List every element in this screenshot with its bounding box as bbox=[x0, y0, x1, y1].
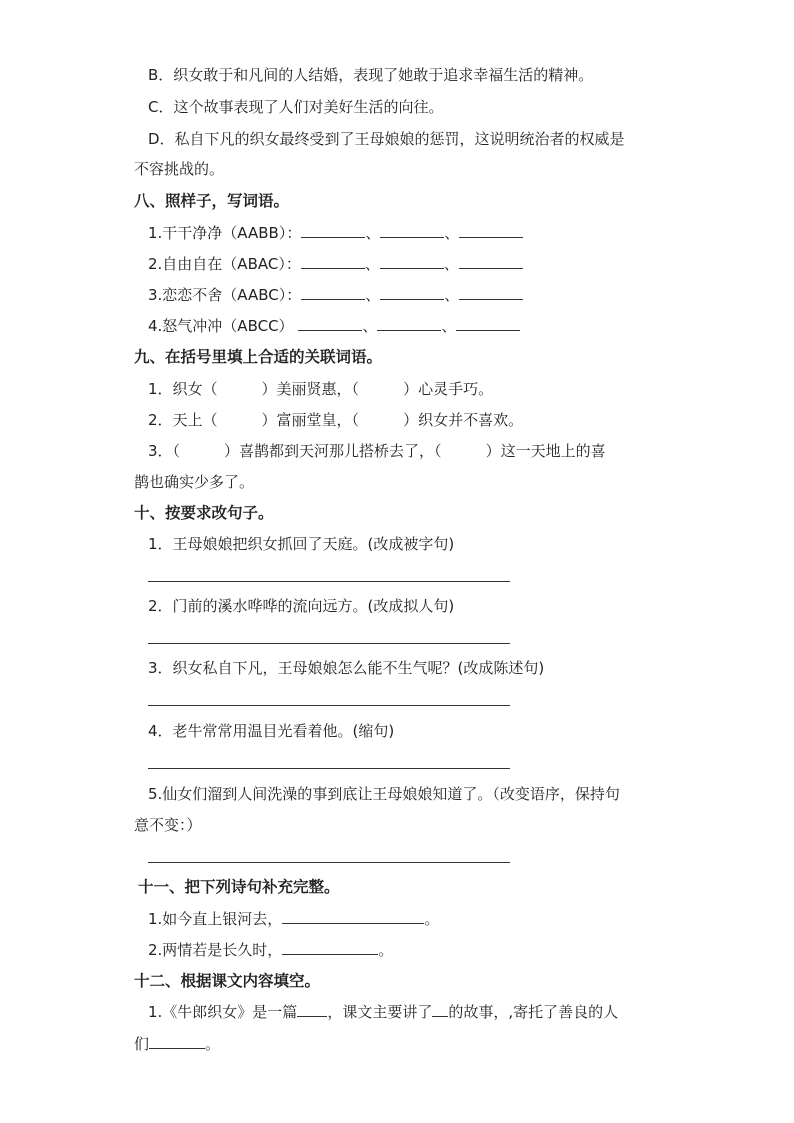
fill-part-d: 们 bbox=[134, 1035, 150, 1053]
answer-blank[interactable] bbox=[282, 909, 424, 924]
conjunction-q3-line2: 鹊也确实少多了。 bbox=[134, 473, 255, 491]
section-9-title: 九、在括号里填上合适的关联词语。 bbox=[134, 348, 383, 366]
option-b: B．织女敢于和凡间的人结婚，表现了她敢于追求幸福生活的精神。 bbox=[148, 66, 594, 84]
q2-part-a: 2．天上（ bbox=[148, 411, 218, 429]
word-item-1-label: 1.干干净净（AABB）： bbox=[148, 224, 302, 242]
answer-blank[interactable] bbox=[380, 223, 444, 238]
separator: 、 bbox=[365, 224, 381, 242]
separator: 、 bbox=[443, 255, 459, 273]
poem-q2-end: 。 bbox=[378, 941, 394, 959]
answer-blank[interactable] bbox=[459, 223, 523, 238]
answer-line[interactable] bbox=[148, 768, 510, 769]
answer-blank[interactable] bbox=[282, 940, 378, 955]
word-item-3 bbox=[148, 284, 523, 306]
poem-q1 bbox=[148, 908, 439, 930]
answer-line[interactable] bbox=[148, 581, 510, 582]
separator: 、 bbox=[444, 286, 460, 304]
poem-q1-end: 。 bbox=[424, 910, 440, 928]
rewrite-q4: 4．老牛常常用温目光看着他。(缩句) bbox=[148, 722, 395, 740]
conjunction-q2 bbox=[148, 409, 523, 431]
rewrite-q2: 2．门前的溪水哗哗的流向远方。(改成拟人句) bbox=[148, 597, 455, 615]
section-8-title: 八、照样子，写词语。 bbox=[134, 192, 290, 210]
answer-blank[interactable] bbox=[301, 254, 365, 269]
separator: 、 bbox=[444, 224, 460, 242]
q3-part-b: ）喜鹊都到天河那儿搭桥去了，（ bbox=[224, 442, 442, 460]
word-item-2-label: 2.自由自在（ABAC）： bbox=[148, 255, 301, 273]
word-item-3-label: 3.恋恋不舍（AABC）： bbox=[148, 286, 302, 304]
rewrite-q1: 1．王母娘娘把织女抓回了天庭。(改成被字句) bbox=[148, 535, 455, 553]
fill-part-a: 1.《牛郎织女》是一篇 bbox=[148, 1003, 298, 1021]
q1-part-b: ）美丽贤惠，（ bbox=[261, 380, 360, 398]
poem-q2 bbox=[148, 939, 393, 961]
answer-line[interactable] bbox=[148, 643, 510, 644]
conjunction-q3 bbox=[148, 440, 606, 462]
poem-q1-text: 1.如今直上银河去， bbox=[148, 910, 283, 928]
rewrite-q3: 3．织女私自下凡，王母娘娘怎么能不生气呢？(改成陈述句) bbox=[148, 659, 545, 677]
fill-part-c: 的故事，,寄托了善良的人 bbox=[448, 1003, 619, 1021]
separator: 、 bbox=[364, 255, 380, 273]
answer-blank[interactable] bbox=[149, 1034, 205, 1049]
q2-part-b: ）富丽堂皇，（ bbox=[261, 411, 360, 429]
q3-part-a: 3．（ bbox=[148, 442, 181, 460]
separator: 、 bbox=[362, 317, 378, 335]
answer-blank[interactable] bbox=[301, 285, 365, 300]
poem-q2-text: 2.两情若是长久时， bbox=[148, 941, 283, 959]
separator: 、 bbox=[365, 286, 381, 304]
answer-blank[interactable] bbox=[432, 1002, 448, 1017]
section-10-title: 十、按要求改句子。 bbox=[134, 504, 274, 522]
fill-part-e: 。 bbox=[205, 1035, 221, 1053]
answer-blank[interactable] bbox=[301, 223, 365, 238]
word-item-4-label: 4.怒气冲冲（ABCC） bbox=[148, 317, 294, 335]
answer-blank[interactable] bbox=[459, 285, 523, 300]
word-item-1 bbox=[148, 222, 523, 244]
answer-blank[interactable] bbox=[380, 285, 444, 300]
answer-blank[interactable] bbox=[298, 316, 362, 331]
word-item-2 bbox=[148, 253, 523, 275]
option-d-line2: 不容挑战的。 bbox=[134, 160, 225, 178]
text-fill-q1 bbox=[148, 1001, 618, 1023]
rewrite-q5-line1: 5.仙女们溜到人间洗澡的事到底让王母娘娘知道了。（改变语序，保持句 bbox=[148, 785, 620, 803]
answer-blank[interactable] bbox=[459, 254, 523, 269]
conjunction-q1 bbox=[148, 378, 493, 400]
answer-blank[interactable] bbox=[377, 316, 441, 331]
fill-part-b: ，课文主要讲了 bbox=[327, 1003, 433, 1021]
section-12-title: 十二、根据课文内容填空。 bbox=[134, 972, 321, 990]
q1-part-a: 1．织女（ bbox=[148, 380, 218, 398]
option-c: C．这个故事表现了人们对美好生活的向往。 bbox=[148, 98, 444, 116]
q3-part-c: ）这一天地上的喜 bbox=[485, 442, 606, 460]
answer-line[interactable] bbox=[148, 705, 510, 706]
answer-line[interactable] bbox=[148, 862, 510, 863]
rewrite-q5-line2: 意不变：） bbox=[134, 816, 202, 834]
section-11-title: 十一、把下列诗句补充完整。 bbox=[138, 878, 340, 896]
separator: 、 bbox=[441, 317, 457, 335]
word-item-4 bbox=[148, 315, 520, 337]
text-fill-q1-line2 bbox=[134, 1033, 220, 1055]
option-d-line1: D．私自下凡的织女最终受到了王母娘娘的惩罚，这说明统治者的权威是 bbox=[148, 130, 625, 148]
q2-part-c: ）织女并不喜欢。 bbox=[403, 411, 524, 429]
answer-blank[interactable] bbox=[297, 1002, 327, 1017]
q1-part-c: ）心灵手巧。 bbox=[403, 380, 494, 398]
answer-blank[interactable] bbox=[380, 254, 444, 269]
answer-blank[interactable] bbox=[456, 316, 520, 331]
